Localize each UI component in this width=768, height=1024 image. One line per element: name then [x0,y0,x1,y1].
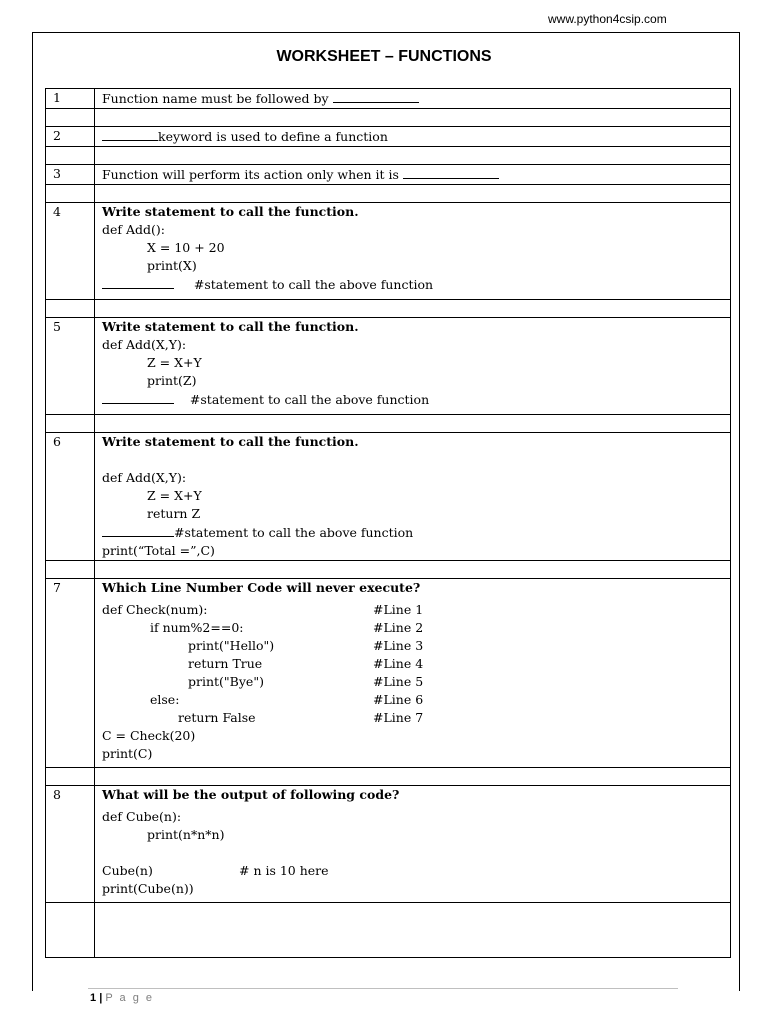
code-line: #statement to call the above function [102,523,730,542]
question-heading: Write statement to call the function. [102,434,359,449]
code-line: print(C) [102,746,153,761]
answer-blank [403,165,499,179]
footer-separator: | [99,992,103,1004]
question-number: 1 [46,89,95,109]
code-line: def Add(X,Y): [102,470,187,485]
answer-blank [333,89,419,103]
code-line: def Add(): [102,222,165,237]
question-number: 2 [46,127,95,147]
question-number: 3 [46,165,95,185]
code-line: #statement to call the above function [102,275,730,294]
line-label: #Line 6 [373,692,424,707]
answer-blank [102,275,174,289]
code-line: print("Hello") #Line 3 [188,638,424,653]
code-line: Z = X+Y [147,355,202,370]
spacer-row [46,561,731,579]
question-body [95,318,731,415]
question-row [46,318,731,415]
code-line: return True #Line 4 [188,656,424,671]
question-row [46,89,731,109]
answer-blank [102,127,158,141]
question-row [46,127,731,147]
code-line: return Z [147,506,201,521]
line-label: #Line 1 [373,602,424,617]
question-number: 5 [46,318,95,415]
code-line: def Cube(n): [102,809,182,824]
answer-blank [102,523,174,537]
question-body [95,786,731,903]
code-line: Z = X+Y [147,488,202,503]
line-label: #Line 7 [373,710,424,725]
spacer-row [46,300,731,318]
line-label: #Line 2 [373,620,424,635]
question-row [46,203,731,300]
code-line: else: #Line 6 [150,692,424,707]
question-heading: Write statement to call the function. [102,319,359,334]
question-body [95,579,731,768]
answer-row [46,903,731,958]
spacer-row [46,147,731,165]
worksheet-table [45,88,731,958]
spacer-row [46,109,731,127]
question-number: 6 [46,433,95,561]
code-line: Cube(n) # n is 10 here [102,863,329,878]
question-heading: What will be the output of following code? [102,787,400,802]
question-body [95,433,731,561]
code-line: if num%2==0: #Line 2 [150,620,424,635]
question-heading: Which Line Number Code will never execute? [102,580,421,595]
page-label: P a g e [105,992,154,1004]
page-footer [90,992,154,1004]
page-number: 1 [90,992,97,1004]
page-title: WORKSHEET – FUNCTIONS [276,48,492,65]
code-comment: # n is 10 here [239,863,329,878]
line-label: #Line 4 [373,656,424,671]
question-text: Function will perform its action only when it is [95,165,731,185]
question-text: keyword is used to define a function [95,127,731,147]
answer-blank [102,390,174,404]
code-line: print(Z) [147,373,197,388]
footer-divider [88,988,678,989]
line-label: #Line 5 [373,674,424,689]
code-line: print(“Total =”,C) [102,543,215,558]
question-row [46,165,731,185]
code-line: print(n*n*n) [147,827,225,842]
code-line: C = Check(20) [102,728,196,743]
code-line: #statement to call the above function [102,390,730,409]
spacer-row [46,415,731,433]
answer-area[interactable] [95,903,731,958]
question-row [46,433,731,561]
code-line: print(X) [147,258,197,273]
code-line: print("Bye") #Line 5 [188,674,424,689]
site-url: www.python4csip.com [548,12,667,26]
question-body [95,203,731,300]
question-row [46,579,731,768]
question-number: 4 [46,203,95,300]
question-heading: Write statement to call the function. [102,204,359,219]
code-line: def Add(X,Y): [102,337,187,352]
spacer-row [46,185,731,203]
line-label: #Line 3 [373,638,424,653]
question-number: 8 [46,786,95,903]
code-line: print(Cube(n)) [102,881,194,896]
question-text: Function name must be followed by [95,89,731,109]
spacer-row [46,768,731,786]
question-row [46,786,731,903]
code-line: def Check(num): #Line 1 [102,602,424,617]
code-line: X = 10 + 20 [147,240,225,255]
question-number: 7 [46,579,95,768]
code-line: return False #Line 7 [178,710,424,725]
